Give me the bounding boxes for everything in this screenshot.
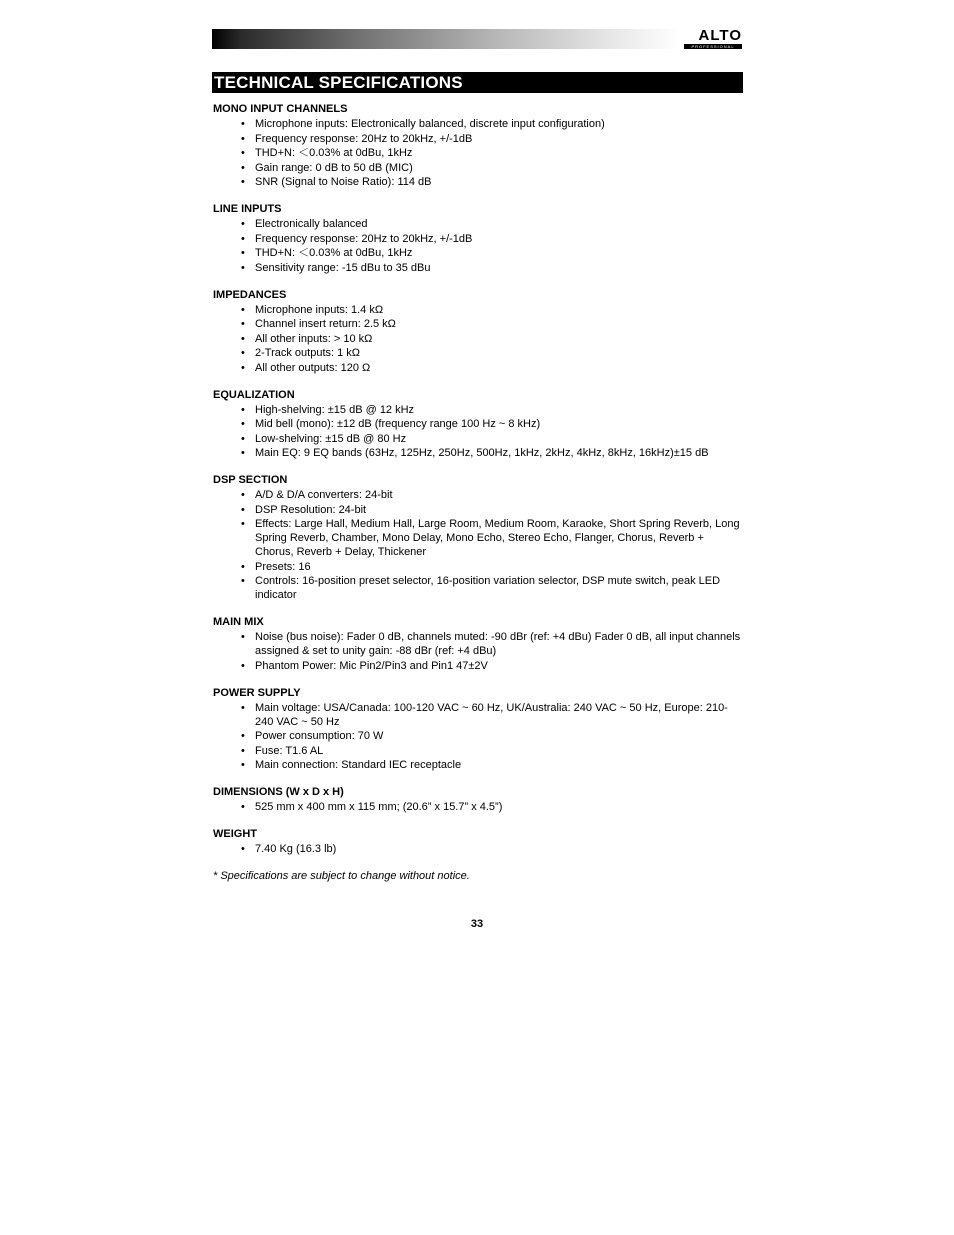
bullet-icon: • (241, 418, 245, 430)
spec-section (213, 388, 743, 461)
list-item-text: Controls: 16-position preset selector, 16-position variation selector, DSP mute switch, peak LED indicator (255, 575, 721, 601)
section-heading: DIMENSIONS (W x D x H) (213, 786, 344, 798)
spec-section (213, 102, 743, 189)
bullet-icon: • (241, 489, 245, 501)
list-item (213, 117, 743, 131)
list-item-text: High-shelving: ±15 dB @ 12 kHz (255, 403, 415, 416)
list-item-text: THD+N: ＜0.03% at 0dBu, 1kHz (255, 147, 413, 159)
list-item (213, 842, 743, 856)
spec-sections (213, 102, 743, 856)
list-item (213, 317, 743, 331)
list-item-text: Channel insert return: 2.5 kΩ (255, 318, 396, 330)
logo-subtitle: PROFESSIONAL (684, 44, 742, 49)
bullet-icon: • (241, 361, 245, 374)
list-item (213, 659, 743, 673)
list-item-text: Main voltage: USA/Canada: 100-120 VAC ~ 60 Hz, UK/Australia: 240 VAC ~ 50 Hz, Europe: 210-240 VAC ~ 50 Hz (255, 701, 728, 728)
bullet-icon: • (241, 176, 245, 188)
bullet-icon: • (241, 432, 245, 445)
list-item (213, 346, 743, 360)
section-heading: POWER SUPPLY (213, 686, 301, 699)
list-item-text: DSP Resolution: 24-bit (255, 503, 367, 516)
bullet-icon: • (241, 147, 245, 159)
spec-list (213, 842, 743, 856)
disclaimer-note: * Specifications are subject to change without notice. (213, 870, 470, 882)
spec-list (213, 488, 743, 602)
bullet-icon: • (241, 843, 245, 855)
bullet-icon: • (241, 232, 245, 245)
bullet-icon: • (241, 218, 245, 230)
list-item-text: Mid bell (mono): ±12 dB (frequency range 100 Hz ~ 8 kHz) (255, 418, 541, 430)
bullet-icon: • (241, 560, 245, 573)
list-item (213, 729, 743, 743)
section-heading: MONO INPUT CHANNELS (213, 103, 348, 115)
spec-section (213, 202, 743, 275)
spec-content (213, 102, 743, 883)
list-item (213, 432, 743, 446)
bullet-icon: • (241, 261, 245, 274)
list-item (213, 517, 743, 559)
list-item-text: Frequency response: 20Hz to 20kHz, +/-1dB (255, 132, 473, 145)
list-item-text: Effects: Large Hall, Medium Hall, Large Room, Medium Room, Karaoke, Short Spring Reverb, Long Spring Reverb, Chamber, Mono Delay, Mono Echo, Stereo Echo, Flanger, Chorus, Reverb + Chorus, Reverb + Delay, Thickener (255, 518, 740, 558)
list-item (213, 417, 743, 431)
list-item-text: Low-shelving: ±15 dB @ 80 Hz (255, 432, 407, 445)
list-item-text: All other inputs: > 10 kΩ (255, 332, 373, 345)
bullet-icon: • (241, 247, 245, 259)
list-item-text: Main connection: Standard IEC receptacle (255, 759, 462, 771)
list-item-text: Phantom Power: Mic Pin2/Pin3 and Pin1 47±2V (255, 659, 488, 672)
list-item-text: Presets: 16 (255, 560, 311, 573)
list-item (213, 488, 743, 502)
list-item-text: Power consumption: 70 W (255, 730, 384, 742)
bullet-icon: • (241, 132, 245, 145)
bullet-icon: • (241, 701, 245, 714)
bullet-icon: • (241, 744, 245, 757)
bullet-icon: • (241, 347, 245, 359)
alto-logo (684, 29, 742, 49)
list-item (213, 403, 743, 417)
bullet-icon: • (241, 503, 245, 516)
list-item-text: Sensitivity range: -15 dBu to 35 dBu (255, 261, 431, 274)
list-item-text: Electronically balanced (255, 218, 368, 230)
list-item (213, 361, 743, 375)
list-item-text: Fuse: T1.6 AL (255, 744, 324, 757)
list-item-text: 525 mm x 400 mm x 115 mm; (20.6” x 15.7” x 4.5”) (255, 801, 503, 813)
list-item (213, 503, 743, 517)
spec-list (213, 800, 743, 814)
page-title: TECHNICAL SPECIFICATIONS (212, 72, 743, 93)
bullet-icon: • (241, 759, 245, 771)
bullet-icon: • (241, 631, 245, 643)
section-heading: WEIGHT (213, 828, 257, 840)
list-item (213, 161, 743, 175)
spec-section (213, 473, 743, 602)
list-item-text: 2-Track outputs: 1 kΩ (255, 347, 361, 359)
spec-section (213, 615, 743, 673)
list-item-text: 7.40 Kg (16.3 lb) (255, 843, 337, 855)
header-gradient-bar (212, 29, 680, 49)
bullet-icon: • (241, 161, 245, 174)
list-item-text: All other outputs: 120 Ω (255, 361, 371, 374)
list-item (213, 332, 743, 346)
bullet-icon: • (241, 575, 245, 587)
bullet-icon: • (241, 447, 245, 459)
list-item (213, 146, 743, 160)
list-item-text: Microphone inputs: Electronically balanced, discrete input configuration) (255, 118, 605, 130)
list-item (213, 303, 743, 317)
spec-list (213, 630, 743, 673)
list-item (213, 758, 743, 772)
bullet-icon: • (241, 318, 245, 330)
list-item-text: SNR (Signal to Noise Ratio): 114 dB (255, 176, 432, 188)
section-heading: LINE INPUTS (213, 203, 282, 215)
list-item (213, 630, 743, 658)
list-item (213, 800, 743, 814)
spec-list (213, 403, 743, 461)
spec-section (213, 827, 743, 856)
list-item (213, 446, 743, 460)
list-item (213, 744, 743, 758)
list-item (213, 574, 743, 602)
list-item-text: Noise (bus noise): Fader 0 dB, channels muted: -90 dBr (ref: +4 dBu) Fader 0 dB, all input channels assigned & set to unity gain: -88 dBr (ref: +4 dBu) (255, 631, 741, 657)
list-item-text: A/D & D/A converters: 24-bit (255, 489, 393, 501)
list-item (213, 132, 743, 146)
spec-section (213, 288, 743, 375)
list-item-text: Frequency response: 20Hz to 20kHz, +/-1dB (255, 232, 473, 245)
bullet-icon: • (241, 518, 245, 530)
bullet-icon: • (241, 659, 245, 672)
list-item (213, 560, 743, 574)
spec-list (213, 117, 743, 189)
list-item (213, 246, 743, 260)
logo-wordmark: ALTO (698, 27, 742, 44)
bullet-icon: • (241, 801, 245, 813)
section-heading: DSP SECTION (213, 474, 288, 486)
spec-section (213, 686, 743, 773)
list-item (213, 217, 743, 231)
list-item (213, 232, 743, 246)
section-heading: MAIN MIX (213, 616, 264, 628)
list-item (213, 261, 743, 275)
list-item-text: THD+N: ＜0.03% at 0dBu, 1kHz (255, 247, 413, 259)
section-heading: IMPEDANCES (213, 288, 287, 301)
page-number: 33 (470, 918, 484, 930)
list-item-text: Gain range: 0 dB to 50 dB (MIC) (255, 161, 413, 174)
spec-list (213, 701, 743, 773)
list-item-text: Microphone inputs: 1.4 kΩ (255, 303, 384, 316)
spec-list (213, 217, 743, 275)
list-item (213, 175, 743, 189)
spec-section (213, 785, 743, 814)
list-item-text: Main EQ: 9 EQ bands (63Hz, 125Hz, 250Hz, 500Hz, 1kHz, 2kHz, 4kHz, 8kHz, 16kHz)±15 dB (255, 447, 709, 459)
bullet-icon: • (241, 403, 245, 416)
list-item (213, 701, 743, 729)
bullet-icon: • (241, 118, 245, 130)
bullet-icon: • (241, 332, 245, 345)
bullet-icon: • (241, 730, 245, 742)
bullet-icon: • (241, 303, 245, 316)
spec-list (213, 303, 743, 375)
section-heading: EQUALIZATION (213, 388, 295, 401)
